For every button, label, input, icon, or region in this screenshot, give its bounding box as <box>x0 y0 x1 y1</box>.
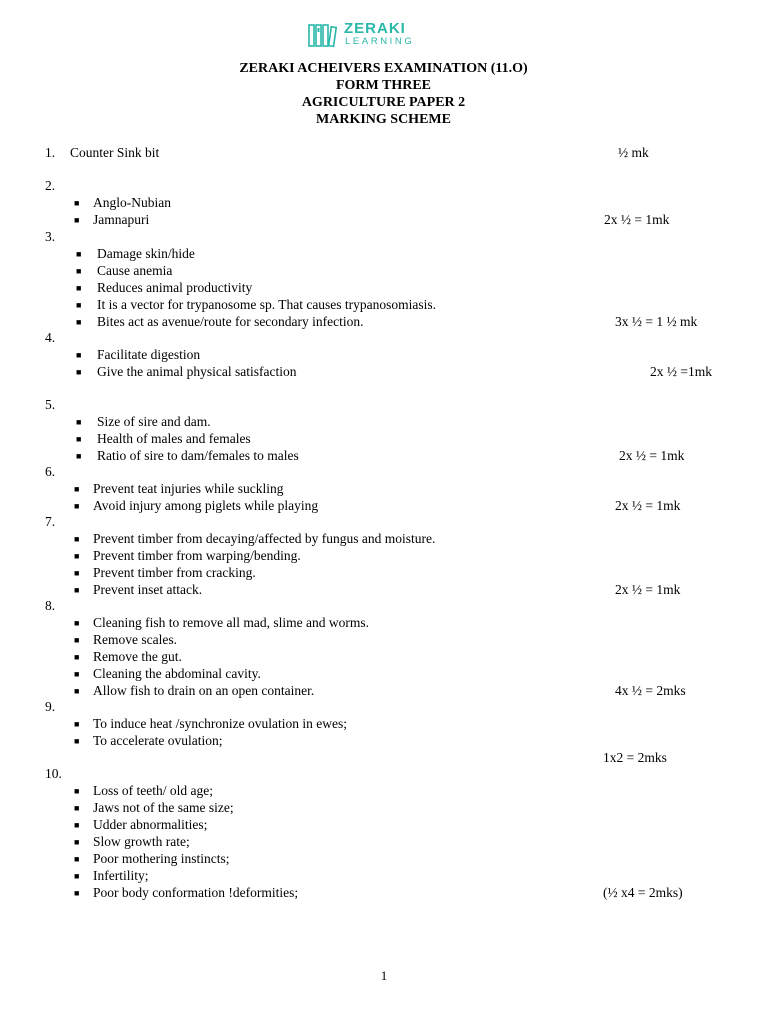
bullet-icon: ■ <box>74 871 80 881</box>
answer-text: Damage skin/hide <box>97 246 195 261</box>
answer-text: Health of males and females <box>97 431 251 446</box>
answer-text: Slow growth rate; <box>93 834 190 849</box>
bullet-icon: ■ <box>74 618 80 628</box>
answer-text: Allow fish to drain on an open container. <box>93 683 315 698</box>
bullet-icon: ■ <box>74 215 80 225</box>
marks-allocation: 2x ½ = 1mk <box>619 448 685 463</box>
bullet-icon: ■ <box>76 350 82 360</box>
answer-text: Reduces animal productivity <box>97 280 253 295</box>
marks-allocation: ½ mk <box>618 145 649 160</box>
question-number: 9. <box>45 699 56 714</box>
answer-text: Counter Sink bit <box>70 145 160 160</box>
bullet-icon: ■ <box>74 198 80 208</box>
answer-text: Remove scales. <box>93 632 177 647</box>
marks-allocation: 3x ½ = 1 ½ mk <box>615 314 698 329</box>
bullet-icon: ■ <box>76 266 82 276</box>
question-number: 6. <box>45 464 56 479</box>
exam-paper: AGRICULTURE PAPER 2 <box>301 95 466 110</box>
bullet-icon: ■ <box>74 803 80 813</box>
bullet-icon: ■ <box>74 568 80 578</box>
bullet-icon: ■ <box>74 786 80 796</box>
logo-subtitle: LEARNING <box>345 36 415 47</box>
answer-text: Loss of teeth/ old age; <box>93 783 213 798</box>
question-number: 1. <box>45 145 56 160</box>
answer-text: Poor mothering instincts; <box>93 851 230 866</box>
books-icon <box>308 22 338 48</box>
bullet-icon: ■ <box>76 317 82 327</box>
marks-allocation: 4x ½ = 2mks <box>615 683 686 698</box>
answer-text: Cleaning fish to remove all mad, slime and worms. <box>93 615 369 630</box>
bullet-icon: ■ <box>76 249 82 259</box>
question-number: 10. <box>45 766 62 781</box>
answer-text: Anglo-Nubian <box>93 195 171 210</box>
answer-text: Give the animal physical satisfaction <box>97 364 297 379</box>
bullet-icon: ■ <box>74 501 80 511</box>
bullet-icon: ■ <box>74 551 80 561</box>
bullet-icon: ■ <box>74 736 80 746</box>
answer-text: Avoid injury among piglets while playing <box>93 498 319 513</box>
answer-text: Prevent timber from decaying/affected by fungus and moisture. <box>93 531 436 546</box>
answer-text: Ratio of sire to dam/females to males <box>97 448 299 463</box>
answer-text: It is a vector for trypanosome sp. That causes trypanosomiasis. <box>97 297 437 312</box>
marks-allocation: 2x ½ = 1mk <box>615 498 681 513</box>
answer-text: To induce heat /synchronize ovulation in ewes; <box>93 716 347 731</box>
answer-text: Size of sire and dam. <box>97 414 211 429</box>
bullet-icon: ■ <box>76 367 82 377</box>
answer-text: Facilitate digestion <box>97 347 201 362</box>
bullet-icon: ■ <box>76 300 82 310</box>
answer-text: Jaws not of the same size; <box>93 800 234 815</box>
bullet-icon: ■ <box>74 837 80 847</box>
marks-allocation: (½ x4 = 2mks) <box>603 885 683 900</box>
exam-scheme-title: MARKING SCHEME <box>316 112 451 127</box>
question-number: 5. <box>45 397 56 412</box>
bullet-icon: ■ <box>74 635 80 645</box>
exam-header <box>0 60 768 128</box>
question-number: 8. <box>45 598 56 613</box>
answer-text: Prevent timber from cracking. <box>93 565 256 580</box>
page-number: 1 <box>380 968 388 983</box>
bullet-icon: ■ <box>74 686 80 696</box>
question-number: 7. <box>45 514 56 529</box>
bullet-icon: ■ <box>74 669 80 679</box>
exam-form: FORM THREE <box>335 78 432 93</box>
answer-text: To accelerate ovulation; <box>93 733 223 748</box>
question-number: 2. <box>45 178 56 193</box>
answer-text: Prevent inset attack. <box>93 582 203 597</box>
bullet-icon: ■ <box>74 484 80 494</box>
bullet-icon: ■ <box>74 652 80 662</box>
marks-allocation: 2x ½ = 1mk <box>604 212 670 227</box>
marks-allocation: 2x ½ = 1mk <box>615 582 681 597</box>
bullet-icon: ■ <box>74 585 80 595</box>
bullet-icon: ■ <box>74 888 80 898</box>
answer-text: Prevent teat injuries while suckling <box>93 481 284 496</box>
answer-text: Poor body conformation !deformities; <box>93 885 299 900</box>
bullet-icon: ■ <box>76 417 82 427</box>
logo-wordmark: ZERAKI <box>344 20 406 37</box>
marks-allocation: 1x2 = 2mks <box>603 750 667 765</box>
answer-text: Infertility; <box>93 868 149 883</box>
answer-text: Remove the gut. <box>93 649 182 664</box>
bullet-icon: ■ <box>74 534 80 544</box>
answer-text: Udder abnormalities; <box>93 817 208 832</box>
marks-allocation: 2x ½ =1mk <box>650 364 712 379</box>
bullet-icon: ■ <box>76 451 82 461</box>
question-number: 3. <box>45 229 56 244</box>
bullet-icon: ■ <box>74 719 80 729</box>
bullet-icon: ■ <box>74 820 80 830</box>
answer-text: Cleaning the abdominal cavity. <box>93 666 261 681</box>
bullet-icon: ■ <box>76 283 82 293</box>
answer-text: Prevent timber from warping/bending. <box>93 548 301 563</box>
exam-title: ZERAKI ACHEIVERS EXAMINATION (11.O) <box>239 61 528 76</box>
bullet-icon: ■ <box>76 434 82 444</box>
question-number: 4. <box>45 330 56 345</box>
answer-text: Bites act as avenue/route for secondary infection. <box>97 314 364 329</box>
bullet-icon: ■ <box>74 854 80 864</box>
answer-text: Jamnapuri <box>93 212 150 227</box>
answer-text: Cause anemia <box>97 263 173 278</box>
